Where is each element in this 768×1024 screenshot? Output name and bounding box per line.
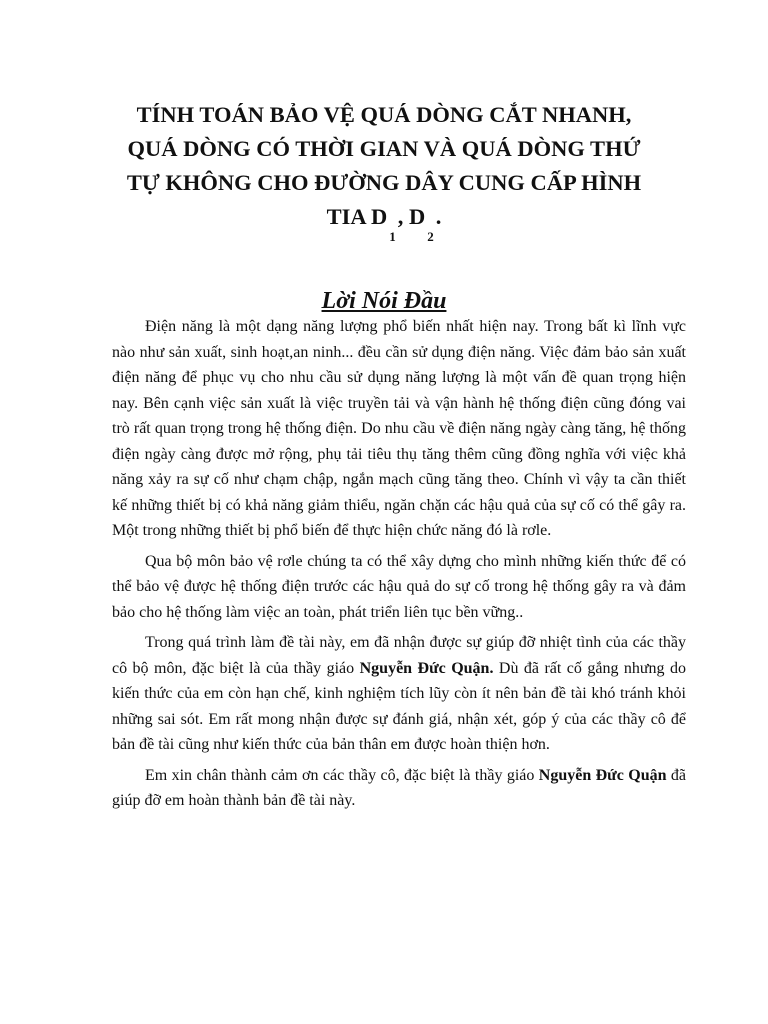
document-title [100,98,668,244]
title-line-2: QUÁ DÒNG CÓ THỜI GIAN VÀ QUÁ DÒNG THỨ [127,136,641,161]
advisor-name-thanks: Nguyễn Đức Quận [538,766,667,784]
paragraph-1: Điện năng là một dạng năng lượng phổ biến nhất hiện nay. Trong bất kì lĩnh vực nào như sản xuất, sinh hoạt,an ninh... đều cần sử dụng điện năng. Việc đảm bảo sản xuất điện năng để phục vụ cho nhu cầu sử dụng năng lượng là một vấn đề quan trọng hiện nay. Bên cạnh việc sản xuất là việc truyền tải và vận hành hệ thống điện cũng đóng vai trò rất quan trọng trong hệ thống điện. Do nhu cầu về điện năng ngày càng tăng, hệ thống điện ngày càng được mở rộng, phụ tải tiêu thụ tăng thêm cũng đồng nghĩa với việc khả năng xảy ra sự cố như chạm chập, ngắn mạch cũng tăng theo. Chính vì vậy ta cần thiết kế những thiết bị có khả năng giảm thiểu, ngăn chặn các hậu quả của sự cố có thể gây ra. Một trong những thiết bị phổ biến để thực hiện chức năng đó là rơle. [112,318,686,539]
preface-body [112,314,686,819]
paragraph-4-text-end: đã giúp đỡ em hoàn thành bản đề tài này. [112,766,687,809]
preface-heading: Lời Nói Đầu [321,288,447,314]
paragraph-3 [112,630,686,758]
title-separator: , D [397,204,426,229]
subscript-2: 2 [427,229,434,244]
title-line-3: TỰ KHÔNG CHO ĐƯỜNG DÂY CUNG CẤP HÌNH [126,170,642,195]
advisor-name: Nguyễn Đức Quận. [359,659,494,677]
paragraph-3-text-start: Trong quá trình làm đề tài này, em đã nhận được sự giúp đỡ nhiệt tình của các thầy cô bộ môn, đặc biệt là của thầy giáo [112,634,686,677]
paragraph-4 [112,763,686,814]
title-line-4-prefix: TIA D [326,204,388,229]
paragraph-4-text-start: Em xin chân thành cảm ơn các thầy cô, đặc biệt là thầy giáo [145,766,539,784]
title-line-1: TÍNH TOÁN BẢO VỆ QUÁ DÒNG CẮT NHANH, [136,102,632,127]
paragraph-2: Qua bộ môn bảo vệ rơle chúng ta có thể xây dựng cho mình những kiến thức để có thể bảo vệ được hệ thống điện trước các hậu quả do sự cố trong hệ thống gây ra và đảm bảo cho hệ thống làm việc an toàn, phát triển liên tục bền vững.. [112,552,686,621]
subscript-1: 1 [389,229,396,244]
title-line-4-suffix: . [435,204,442,229]
paragraph-3-text-end: Dù đã rất cố gắng nhưng do kiến thức của em còn hạn chế, kinh nghiệm tích lũy còn ít nên bản đề tài khó tránh khỏi những sai sót. Em rất mong nhận được sự đánh giá, nhận xét, góp ý của các thầy cô để bản đề tài cũng như kiến thức của bản thân em được hoàn thiện hơn. [112,659,687,753]
title-line-4 [100,200,668,244]
